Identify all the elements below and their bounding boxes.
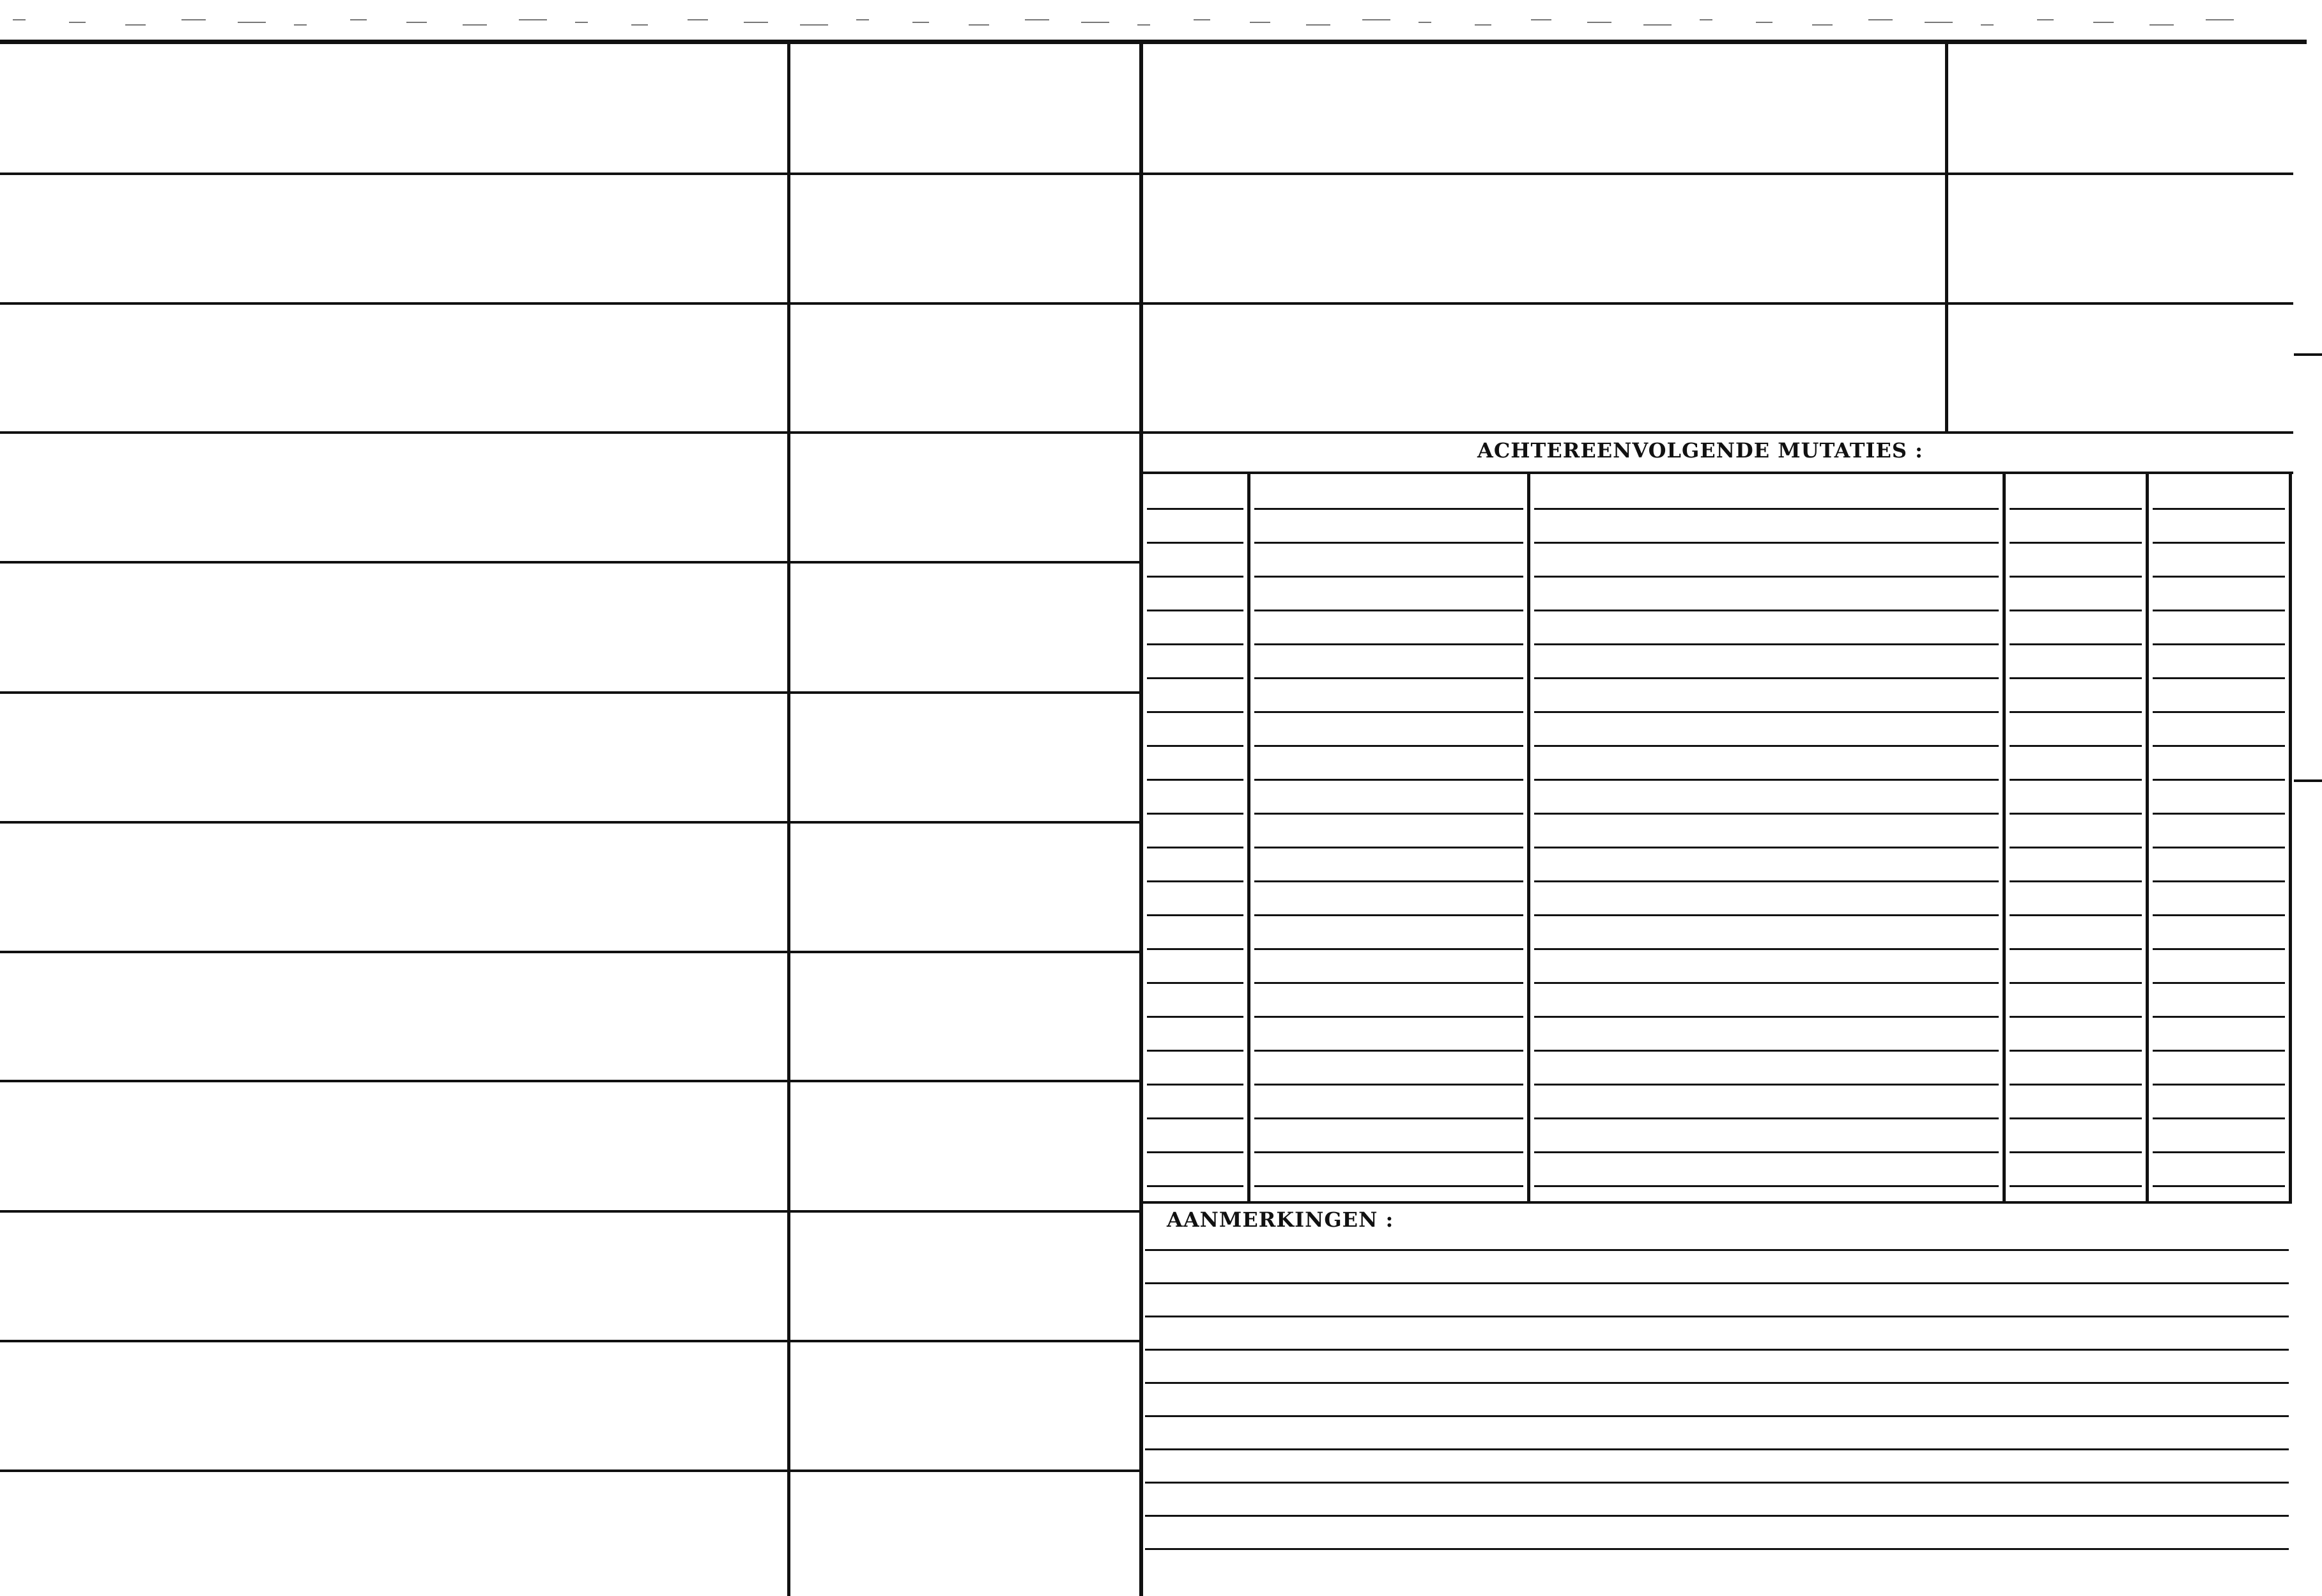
scan-noise-36 xyxy=(1981,24,1994,26)
mutations-row-1-col-4 xyxy=(2010,508,2142,510)
mutations-row-19-col-3 xyxy=(1534,1117,1999,1119)
mutations-row-19-col-5 xyxy=(2153,1117,2285,1119)
mutations-row-16-col-3 xyxy=(1534,1016,1999,1018)
mutations-row-4-col-5 xyxy=(2153,610,2285,611)
mutations-row-17-col-5 xyxy=(2153,1050,2285,1052)
scan-noise-13 xyxy=(688,19,708,20)
mutations-row-12-col-4 xyxy=(2010,880,2142,882)
mutations-row-16-col-5 xyxy=(2153,1016,2285,1018)
mutations-row-18-col-1 xyxy=(1147,1084,1243,1086)
mutations-row-13-col-4 xyxy=(2010,914,2142,916)
remarks-line-3 xyxy=(1145,1316,2289,1317)
mutations-row-4-col-2 xyxy=(1254,610,1523,611)
mutations-row-16-col-4 xyxy=(2010,1016,2142,1018)
scan-noise-24 xyxy=(1306,24,1330,26)
mutations-row-17-col-4 xyxy=(2010,1050,2142,1052)
scan-noise-6 xyxy=(294,24,307,26)
mutations-row-3-col-3 xyxy=(1534,576,1999,578)
mutations-row-11-col-3 xyxy=(1534,847,1999,848)
scan-noise-3 xyxy=(125,24,146,26)
mutations-row-9-col-3 xyxy=(1534,779,1999,781)
mutations-row-3-col-4 xyxy=(2010,576,2142,578)
mutations-row-8-col-5 xyxy=(2153,745,2285,747)
mutations-row-5-col-1 xyxy=(1147,643,1243,645)
mutations-row-10-col-5 xyxy=(2153,813,2285,815)
mutations-row-14-col-5 xyxy=(2153,948,2285,950)
mutations-row-3-col-1 xyxy=(1147,576,1243,578)
mutations-row-6-col-5 xyxy=(2153,677,2285,679)
left-row-line-col2-4 xyxy=(790,561,1139,564)
scan-noise-39 xyxy=(2149,24,2174,26)
mutations-row-12-col-5 xyxy=(2153,880,2285,882)
mutations-heading: ACHTEREENVOLGENDE MUTATIES : xyxy=(1477,438,1923,463)
left-row-line-11 xyxy=(0,1469,787,1472)
left-row-line-8 xyxy=(0,1080,787,1082)
mutations-row-20-col-1 xyxy=(1147,1151,1243,1153)
scan-noise-25 xyxy=(1362,19,1390,20)
mutations-row-20-col-4 xyxy=(2010,1151,2142,1153)
scan-noise-26 xyxy=(1419,22,1431,23)
scan-noise-10 xyxy=(519,19,547,20)
mutations-row-5-col-3 xyxy=(1534,643,1999,645)
left-row-line-col2-6 xyxy=(790,821,1139,824)
mutations-row-8-col-2 xyxy=(1254,745,1523,747)
mutations-row-2-col-3 xyxy=(1534,542,1999,544)
left-row-line-col2-11 xyxy=(790,1469,1139,1472)
mutations-row-19-col-4 xyxy=(2010,1117,2142,1119)
right-margin-tick-lower xyxy=(2294,779,2322,782)
left-row-line-9 xyxy=(0,1210,787,1213)
mutations-row-17-col-2 xyxy=(1254,1050,1523,1052)
scan-noise-38 xyxy=(2093,22,2114,23)
left-row-line-3 xyxy=(0,431,787,434)
scan-noise-4 xyxy=(181,19,206,20)
left-row-line-col2-2 xyxy=(790,302,1139,305)
left-row-line-col2-3 xyxy=(790,431,1139,434)
remarks-line-2 xyxy=(1145,1282,2289,1284)
mutations-row-4-col-4 xyxy=(2010,610,2142,611)
scan-noise-16 xyxy=(856,19,869,20)
scan-noise-15 xyxy=(800,24,828,26)
mutations-row-11-col-1 xyxy=(1147,847,1243,848)
scan-noise-9 xyxy=(463,24,487,26)
mutations-row-6-col-4 xyxy=(2010,677,2142,679)
mutations-row-21-col-1 xyxy=(1147,1185,1243,1187)
scan-noise-40 xyxy=(2206,19,2234,20)
mutations-row-18-col-2 xyxy=(1254,1084,1523,1086)
mutations-row-16-col-1 xyxy=(1147,1016,1243,1018)
scan-noise-20 xyxy=(1081,22,1109,23)
mutations-row-2-col-5 xyxy=(2153,542,2285,544)
scan-noise-21 xyxy=(1137,24,1150,26)
mutations-row-17-col-3 xyxy=(1534,1050,1999,1052)
mutations-row-14-col-2 xyxy=(1254,948,1523,950)
mutations-row-9-col-2 xyxy=(1254,779,1523,781)
mutations-row-17-col-1 xyxy=(1147,1050,1243,1052)
mutations-row-18-col-3 xyxy=(1534,1084,1999,1086)
mutations-row-14-col-1 xyxy=(1147,948,1243,950)
mutations-row-19-col-2 xyxy=(1254,1117,1523,1119)
mutations-row-21-col-4 xyxy=(2010,1185,2142,1187)
scan-noise-11 xyxy=(575,22,588,23)
mutations-row-1-col-2 xyxy=(1254,508,1523,510)
remarks-line-9 xyxy=(1145,1515,2289,1517)
mutations-row-4-col-1 xyxy=(1147,610,1243,611)
mutations-row-15-col-3 xyxy=(1534,982,1999,984)
mutations-row-18-col-5 xyxy=(2153,1084,2285,1086)
mutations-row-6-col-2 xyxy=(1254,677,1523,679)
mutations-row-7-col-1 xyxy=(1147,711,1243,713)
scan-noise-12 xyxy=(631,24,648,26)
scan-noise-19 xyxy=(1025,19,1049,20)
mutations-row-14-col-3 xyxy=(1534,948,1999,950)
mutations-row-13-col-2 xyxy=(1254,914,1523,916)
top-border-line xyxy=(0,40,2307,44)
right-top-row-line-2 xyxy=(1143,302,2293,305)
left-row-line-4 xyxy=(0,561,787,564)
mutations-row-13-col-3 xyxy=(1534,914,1999,916)
mutations-row-13-col-5 xyxy=(2153,914,2285,916)
scan-noise-35 xyxy=(1925,22,1953,23)
mutations-row-10-col-1 xyxy=(1147,813,1243,815)
mutations-row-20-col-3 xyxy=(1534,1151,1999,1153)
mutations-row-3-col-2 xyxy=(1254,576,1523,578)
left-row-line-1 xyxy=(0,173,787,175)
scan-noise-33 xyxy=(1812,24,1833,26)
mutations-row-12-col-1 xyxy=(1147,880,1243,882)
left-grid-right-border xyxy=(1139,42,1143,1596)
remarks-line-10 xyxy=(1145,1548,2289,1550)
scan-noise-2 xyxy=(69,22,86,23)
left-row-line-6 xyxy=(0,821,787,824)
left-row-line-col2-8 xyxy=(790,1080,1139,1082)
remarks-line-7 xyxy=(1145,1448,2289,1450)
left-grid-vertical-divider xyxy=(787,42,790,1596)
mutations-row-7-col-3 xyxy=(1534,711,1999,713)
left-row-line-10 xyxy=(0,1340,787,1342)
mutations-row-9-col-4 xyxy=(2010,779,2142,781)
mutations-row-9-col-5 xyxy=(2153,779,2285,781)
mutations-row-11-col-2 xyxy=(1254,847,1523,848)
mutations-row-8-col-4 xyxy=(2010,745,2142,747)
scan-noise-7 xyxy=(350,19,367,20)
scan-noise-34 xyxy=(1868,19,1893,20)
mutations-row-8-col-3 xyxy=(1534,745,1999,747)
left-row-line-5 xyxy=(0,691,787,694)
mutations-row-1-col-1 xyxy=(1147,508,1243,510)
mutations-row-21-col-2 xyxy=(1254,1185,1523,1187)
mutations-row-1-col-5 xyxy=(2153,508,2285,510)
mutations-row-6-col-1 xyxy=(1147,677,1243,679)
mutations-column-divider-1 xyxy=(1247,472,1250,1201)
mutations-row-6-col-3 xyxy=(1534,677,1999,679)
left-row-line-col2-5 xyxy=(790,691,1139,694)
left-row-line-2 xyxy=(0,302,787,305)
left-row-line-col2-1 xyxy=(790,173,1139,175)
scan-noise-31 xyxy=(1700,19,1712,20)
mutations-column-divider-3 xyxy=(2003,472,2006,1201)
mutations-row-15-col-2 xyxy=(1254,982,1523,984)
scan-noise-8 xyxy=(406,22,427,23)
scan-noise-17 xyxy=(912,22,929,23)
left-row-line-7 xyxy=(0,951,787,953)
mutations-row-20-col-5 xyxy=(2153,1151,2285,1153)
left-row-line-col2-7 xyxy=(790,951,1139,953)
mutations-row-7-col-2 xyxy=(1254,711,1523,713)
left-row-line-col2-10 xyxy=(790,1340,1139,1342)
mutations-row-18-col-4 xyxy=(2010,1084,2142,1086)
remarks-line-1 xyxy=(1145,1249,2289,1251)
mutations-row-15-col-4 xyxy=(2010,982,2142,984)
mutations-row-8-col-1 xyxy=(1147,745,1243,747)
mutations-row-16-col-2 xyxy=(1254,1016,1523,1018)
remarks-heading: AANMERKINGEN : xyxy=(1167,1208,1394,1232)
mutations-row-20-col-2 xyxy=(1254,1151,1523,1153)
mutations-row-2-col-4 xyxy=(2010,542,2142,544)
scan-noise-30 xyxy=(1643,24,1672,26)
scan-noise-32 xyxy=(1756,22,1772,23)
mutations-row-10-col-2 xyxy=(1254,813,1523,815)
mutations-row-19-col-1 xyxy=(1147,1117,1243,1119)
remarks-line-8 xyxy=(1145,1482,2289,1484)
right-top-vertical-divider xyxy=(1945,42,1948,432)
mutations-row-12-col-3 xyxy=(1534,880,1999,882)
mutations-row-5-col-4 xyxy=(2010,643,2142,645)
right-top-bottom-line xyxy=(1143,431,2293,434)
right-top-row-line-1 xyxy=(1143,173,2293,175)
scan-noise-29 xyxy=(1587,22,1611,23)
scan-noise-22 xyxy=(1194,19,1210,20)
scan-noise-1 xyxy=(13,19,26,20)
mutations-row-7-col-4 xyxy=(2010,711,2142,713)
scan-noise-5 xyxy=(238,22,266,23)
scan-header-strip xyxy=(0,0,2322,40)
mutations-row-15-col-1 xyxy=(1147,982,1243,984)
scan-noise-37 xyxy=(2037,19,2054,20)
remarks-line-5 xyxy=(1145,1382,2289,1384)
mutations-row-2-col-1 xyxy=(1147,542,1243,544)
mutations-row-2-col-2 xyxy=(1254,542,1523,544)
mutations-table-bottom-border xyxy=(1143,1201,2292,1204)
scan-noise-27 xyxy=(1475,24,1491,26)
mutations-column-divider-2 xyxy=(1527,472,1530,1201)
mutations-row-15-col-5 xyxy=(2153,982,2285,984)
left-row-line-col2-9 xyxy=(790,1210,1139,1213)
mutations-row-4-col-3 xyxy=(1534,610,1999,611)
mutations-table-top-border xyxy=(1143,472,2293,474)
mutations-row-7-col-5 xyxy=(2153,711,2285,713)
mutations-row-5-col-2 xyxy=(1254,643,1523,645)
mutations-row-5-col-5 xyxy=(2153,643,2285,645)
mutations-row-21-col-3 xyxy=(1534,1185,1999,1187)
mutations-row-1-col-3 xyxy=(1534,508,1999,510)
remarks-line-4 xyxy=(1145,1349,2289,1351)
mutations-row-3-col-5 xyxy=(2153,576,2285,578)
mutations-row-21-col-5 xyxy=(2153,1185,2285,1187)
remarks-line-6 xyxy=(1145,1415,2289,1417)
mutations-table-right-border xyxy=(2289,472,2292,1204)
mutations-row-14-col-4 xyxy=(2010,948,2142,950)
scan-noise-14 xyxy=(744,22,768,23)
scan-noise-28 xyxy=(1531,19,1551,20)
mutations-row-9-col-1 xyxy=(1147,779,1243,781)
mutations-row-11-col-4 xyxy=(2010,847,2142,848)
mutations-column-divider-4 xyxy=(2146,472,2149,1201)
mutations-row-12-col-2 xyxy=(1254,880,1523,882)
mutations-row-10-col-4 xyxy=(2010,813,2142,815)
mutations-row-13-col-1 xyxy=(1147,914,1243,916)
scan-noise-18 xyxy=(969,24,989,26)
right-margin-tick-upper xyxy=(2294,353,2322,356)
scan-noise-23 xyxy=(1250,22,1270,23)
mutations-row-11-col-5 xyxy=(2153,847,2285,848)
mutations-row-10-col-3 xyxy=(1534,813,1999,815)
